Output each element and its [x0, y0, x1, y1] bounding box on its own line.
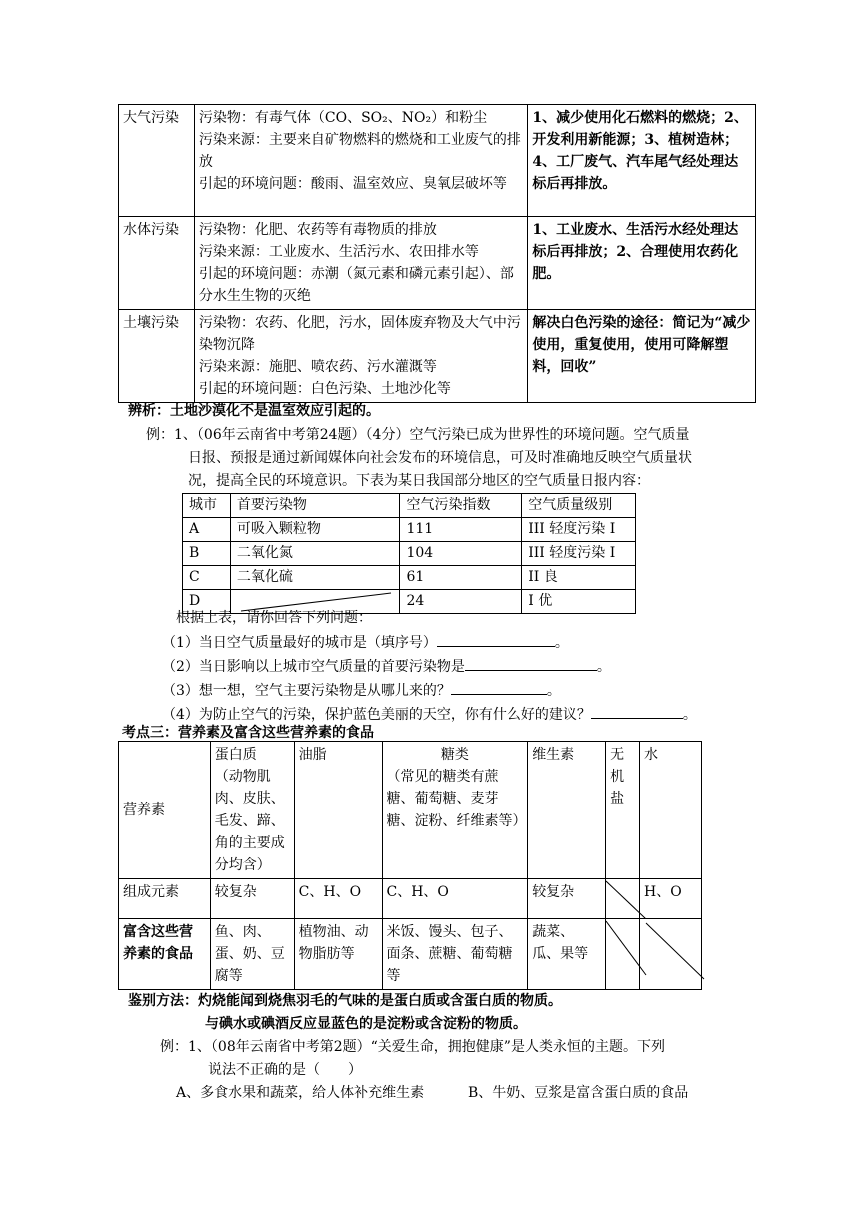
- section-3-title: 考点三：营养素及富含这些营养素的食品: [122, 725, 374, 741]
- example1-intro-2: 日报、预报是通过新闻媒体向社会发布的环境信息，可及时准确地反映空气质量状: [188, 450, 692, 466]
- nutrient-table: [118, 741, 702, 990]
- example2-line2: 说法不正确的是（ ）: [208, 1062, 362, 1078]
- pollution-measures: 1、工业废水、生活污水经处理达标后再排放；2、合理使用农药化肥。: [528, 217, 756, 310]
- empty-diagonal-cell: [640, 919, 702, 990]
- pollution-details: 污染物：有毒气体（CO、SO₂、NO₂）和粉尘 污染来源：主要来自矿物燃料的燃烧和工业废气的排放 引起的环境问题：酸雨、温室效应、臭氧层破坏等: [194, 105, 527, 217]
- example1-prompt: 根据上表，请你回答下列问题：: [176, 610, 372, 626]
- answer-blank[interactable]: [591, 704, 683, 719]
- identify-method-1: 鉴别方法：灼烧能闻到烧焦羽毛的气味的是蛋白质或含蛋白质的物质。: [128, 993, 562, 1009]
- diagonal-line: [640, 919, 710, 985]
- answer-blank[interactable]: [437, 632, 555, 647]
- empty-diagonal-cell: [606, 879, 640, 919]
- table-row: C 二氧化硫 61 II 良: [183, 566, 636, 590]
- example2-line1: 例：1、（08年云南省中考第2题）“关爱生命，拥抱健康”是人类永恒的主题。下列: [160, 1039, 665, 1055]
- pollution-details: 污染物：化肥、农药等有毒物质的排放 污染来源：工业废水、生活污水、农田排水等 引起的环境问题：赤潮（氮元素和磷元素引起）、部分水生生物的灭绝: [194, 217, 527, 310]
- answer-blank[interactable]: [451, 680, 547, 695]
- table-row: [119, 310, 756, 403]
- table-row: 组成元素 较复杂 C、H、O C、H、O 较复杂 H、O: [119, 879, 702, 919]
- sugar-header: 糖类 （常见的糖类有蔗糖、葡萄糖、麦芽糖、淀粉、纤维素等）: [382, 742, 528, 879]
- table-header-row: 营养素 蛋白质 （动物肌肉、皮肤、毛发、蹄、角的主要成分均含） 油脂 糖类 （常见的糖类有蔗糖、葡萄糖、麦芽糖、淀粉、纤维素等） 维生素 无机盐 水: [119, 742, 702, 879]
- table-row: B 二氧化氮 104 III 轻度污染 I: [183, 542, 636, 566]
- question-2: （2）当日影响以上城市空气质量的首要污染物是 。: [162, 656, 611, 678]
- table-row: D 24 I 优: [183, 590, 636, 614]
- question-3: （3）想一想，空气主要污染物是从哪儿来的？ 。: [162, 680, 561, 702]
- table-row: A 可吸入颗粒物 111 III 轻度污染 I: [183, 518, 636, 542]
- table-row: 富含这些营养素的食品 鱼、肉、蛋、奶、豆腐等 植物油、动物脂肪等 米饭、馒头、包子、面条、蔗糖、葡萄糖等 蔬菜、瓜、果等: [119, 919, 702, 990]
- table-row: [119, 217, 756, 310]
- table-row: [119, 105, 756, 217]
- example1-intro-3: 况，提高全民的环境意识。下表为某日我国部分地区的空气质量日报内容：: [188, 473, 650, 489]
- pollution-details: 污染物：农药、化肥，污水，固体废弃物及大气中污染物沉降 污染来源：施肥、喷农药、污水灌溉等 引起的环境问题：白色污染、土地沙化等: [194, 310, 527, 403]
- example1-intro: 例：1、（06年云南省中考第24题）（4分）空气污染已成为世界性的环境问题。空气质量: [146, 427, 690, 443]
- pollution-table: [118, 104, 756, 403]
- identify-method-2: 与碘水或碘酒反应显蓝色的是淀粉或含淀粉的物质。: [205, 1016, 527, 1032]
- note-desertification: 辨析：土地沙漠化不是温室效应引起的。: [128, 403, 380, 419]
- question-1: （1）当日空气质量最好的城市是（填序号） 。: [162, 632, 569, 654]
- answer-blank[interactable]: [465, 656, 597, 671]
- pollution-type: 水体污染: [119, 217, 195, 310]
- option-a[interactable]: A、多食水果和蔬菜，给人体补充维生素: [176, 1085, 425, 1101]
- protein-header: 蛋白质 （动物肌肉、皮肤、毛发、蹄、角的主要成分均含）: [210, 742, 294, 879]
- option-b[interactable]: B、牛奶、豆浆是富含蛋白质的食品: [468, 1085, 689, 1101]
- pollution-type: 土壤污染: [119, 310, 195, 403]
- pollution-type: 大气污染: [119, 105, 195, 217]
- air-quality-table: [182, 493, 636, 614]
- diagonal-line: [606, 879, 648, 919]
- empty-diagonal-cell: [606, 919, 640, 990]
- pollution-measures: 解决白色污染的途径：简记为“减少使用，重复使用，使用可降解塑料，回收”: [528, 310, 756, 403]
- pollution-measures: 1、减少使用化石燃料的燃烧；2、开发利用新能源；3、植树造林；4、工厂废气、汽车尾气经处理达标后再排放。: [528, 105, 756, 217]
- question-4: （4）为防止空气的污染，保护蓝色美丽的天空，你有什么好的建议？ 。: [162, 704, 697, 726]
- table-header-row: 城市 首要污染物 空气污染指数 空气质量级别: [183, 494, 636, 518]
